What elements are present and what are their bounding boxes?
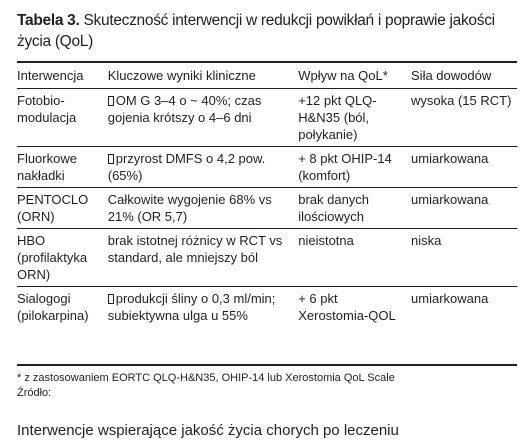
cell-evidence: niska — [411, 233, 442, 248]
table-row — [17, 188, 517, 229]
cell-qol: + 8 pkt OHIP-14 (komfort) — [298, 151, 392, 183]
source-label: Źródło: — [17, 387, 52, 399]
table-bottom-rule — [17, 364, 517, 366]
table-row — [17, 229, 517, 287]
caption-text: Skuteczność interwencji w redukcji powikłań i poprawie jakości życia (QoL) — [17, 12, 495, 50]
cell-results: przyrost DMFS o 4,2 pow. (65%) — [107, 151, 266, 183]
cutoff-body-text: Interwencje wspierające jakość życia chorych po leczeniu — [17, 422, 399, 439]
cell-results: brak istotnej różnicy w RCT vs standard, ale mniejszy ból — [107, 233, 283, 265]
table-header-row — [17, 63, 517, 89]
cell-qol: + 6 pkt Xerostomia-QOL — [298, 291, 396, 323]
cell-intervention: Fotobio-modulacja — [17, 93, 77, 125]
cell-intervention: HBO (profilaktyka ORN) — [17, 233, 88, 282]
header-results: Kluczowe wyniki kliniczne — [107, 68, 256, 83]
cell-results: OM G 3–4 o ~ 40%; czas gojenia krótszy o 4–6 dni — [107, 93, 262, 125]
table-caption — [17, 10, 522, 52]
table-row — [17, 89, 517, 147]
caption-label: Tabela 3. — [17, 12, 80, 29]
cell-results: Całkowite wygojenie 68% vs 21% (OR 5,7) — [107, 192, 272, 224]
header-evidence: Siła dowodów — [411, 68, 492, 83]
footnote-text: * z zastosowaniem EORTC QLQ-H&N35, OHIP-14 lub Xerostomia QoL Scale — [17, 372, 395, 384]
table-row — [17, 287, 517, 328]
cell-evidence: umiarkowana — [411, 192, 489, 207]
missing-glyph-icon — [108, 294, 114, 304]
header-qol: Wpływ na QoL* — [298, 68, 388, 83]
cell-intervention: Fluorkowe nakładki — [17, 151, 77, 183]
cell-intervention: Sialogogi (pilokarpina) — [17, 291, 89, 323]
cell-evidence: umiarkowana — [411, 291, 489, 306]
cell-evidence: umiarkowana — [411, 151, 489, 166]
cell-results: produkcji śliny o 0,3 ml/min; subiektywna ulga u 55% — [107, 291, 276, 323]
table-footnote — [17, 371, 395, 401]
missing-glyph-icon — [108, 154, 114, 164]
cell-evidence: wysoka (15 RCT) — [411, 93, 512, 108]
cell-qol: nieistotna — [298, 233, 354, 248]
missing-glyph-icon — [108, 96, 114, 106]
interventions-table — [17, 63, 517, 327]
header-intervention: Interwencja — [17, 68, 84, 83]
table-row — [17, 147, 517, 188]
cell-qol: +12 pkt QLQ-H&N35 (ból, połykanie) — [298, 93, 377, 142]
cell-intervention: PENTOCLO (ORN) — [17, 192, 89, 224]
cell-qol: brak danych ilościowych — [298, 192, 370, 224]
